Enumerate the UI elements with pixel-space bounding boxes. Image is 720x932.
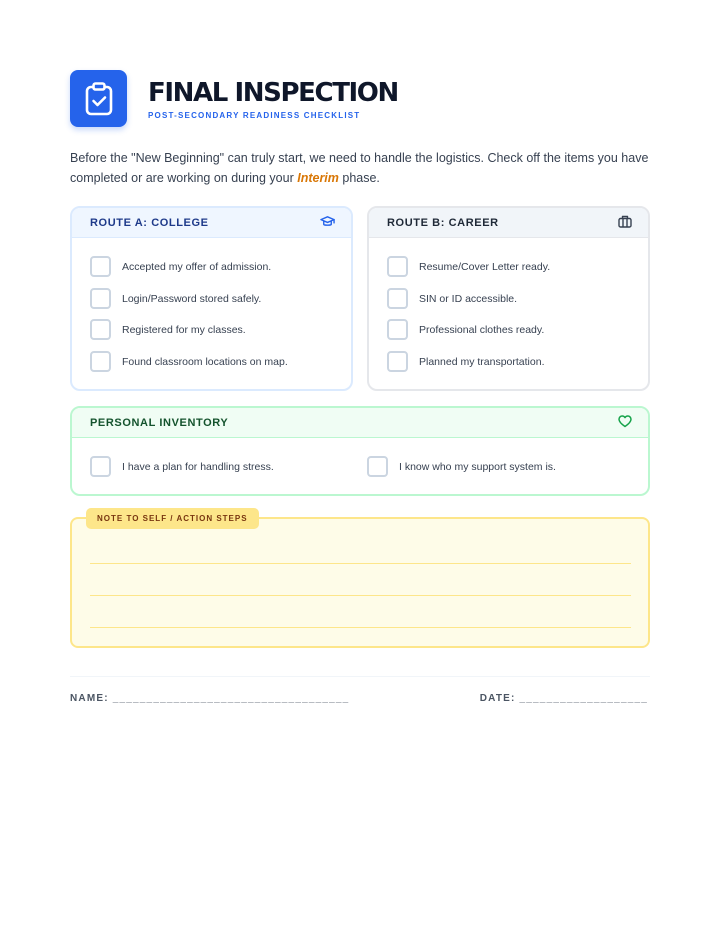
note-line [90, 563, 631, 564]
checklist-item[interactable] [90, 351, 288, 372]
checklist-label: Found classroom locations on map. [122, 355, 288, 368]
checklist-item[interactable] [90, 288, 261, 309]
checkbox[interactable] [367, 456, 388, 477]
intro-highlight: Interim [297, 171, 339, 185]
heart-icon [618, 415, 632, 431]
checklist-item[interactable] [387, 256, 550, 277]
checklist-item[interactable] [90, 256, 271, 277]
personal-inventory-card [70, 406, 650, 496]
checklist-label: Resume/Cover Letter ready. [419, 260, 551, 273]
checklist-label: Professional clothes ready. [419, 323, 545, 336]
name-field[interactable]: NAME: ___________________________________ [70, 693, 350, 704]
briefcase-icon [618, 215, 632, 231]
checklist-label: Registered for my classes. [122, 323, 246, 336]
route-b-title: ROUTE B: CAREER [387, 216, 499, 229]
footer-divider [70, 676, 650, 677]
route-a-header [72, 208, 351, 238]
personal-inventory-title: PERSONAL INVENTORY [90, 416, 229, 429]
route-b-header [369, 208, 648, 238]
checkbox[interactable] [387, 351, 408, 372]
checklist-label: SIN or ID accessible. [419, 292, 518, 305]
page-header [70, 70, 398, 127]
personal-inventory-header [72, 408, 648, 438]
intro-paragraph [70, 148, 655, 188]
note-area[interactable] [70, 517, 650, 648]
page-subtitle: POST-SECONDARY READINESS CHECKLIST [148, 110, 361, 120]
checkbox[interactable] [90, 288, 111, 309]
checklist-item[interactable] [367, 456, 556, 477]
intro-text-end: phase. [338, 171, 380, 185]
note-line [90, 627, 631, 628]
checkbox[interactable] [387, 256, 408, 277]
checklist-label: I have a plan for handling stress. [122, 460, 274, 473]
date-field[interactable]: DATE: ___________________ [479, 693, 648, 704]
note-label: NOTE TO SELF / ACTION STEPS [86, 508, 259, 529]
note-line [90, 595, 631, 596]
checklist-item[interactable] [387, 319, 544, 340]
checkbox[interactable] [90, 319, 111, 340]
checkbox[interactable] [90, 256, 111, 277]
checklist-label: I know who my support system is. [399, 460, 556, 473]
intro-text: Before the "New Beginning" can truly start, we need to handle the logistics. Check off the items you have completed or are working on during your [70, 151, 649, 185]
route-b-card [367, 206, 650, 391]
graduation-cap-icon [320, 215, 335, 231]
checklist-item[interactable] [90, 456, 274, 477]
checklist-item[interactable] [90, 319, 246, 340]
page-title: FINAL INSPECTION [148, 77, 398, 108]
route-a-card [70, 206, 353, 391]
checkbox[interactable] [387, 319, 408, 340]
clipboard-check-icon [70, 70, 127, 127]
checkbox[interactable] [90, 456, 111, 477]
checklist-item[interactable] [387, 288, 517, 309]
route-a-title: ROUTE A: COLLEGE [90, 216, 209, 229]
checklist-item[interactable] [387, 351, 545, 372]
checklist-label: Planned my transportation. [419, 355, 545, 368]
checklist-label: Login/Password stored safely. [122, 292, 262, 305]
checkbox[interactable] [90, 351, 111, 372]
checkbox[interactable] [387, 288, 408, 309]
checklist-label: Accepted my offer of admission. [122, 260, 272, 273]
